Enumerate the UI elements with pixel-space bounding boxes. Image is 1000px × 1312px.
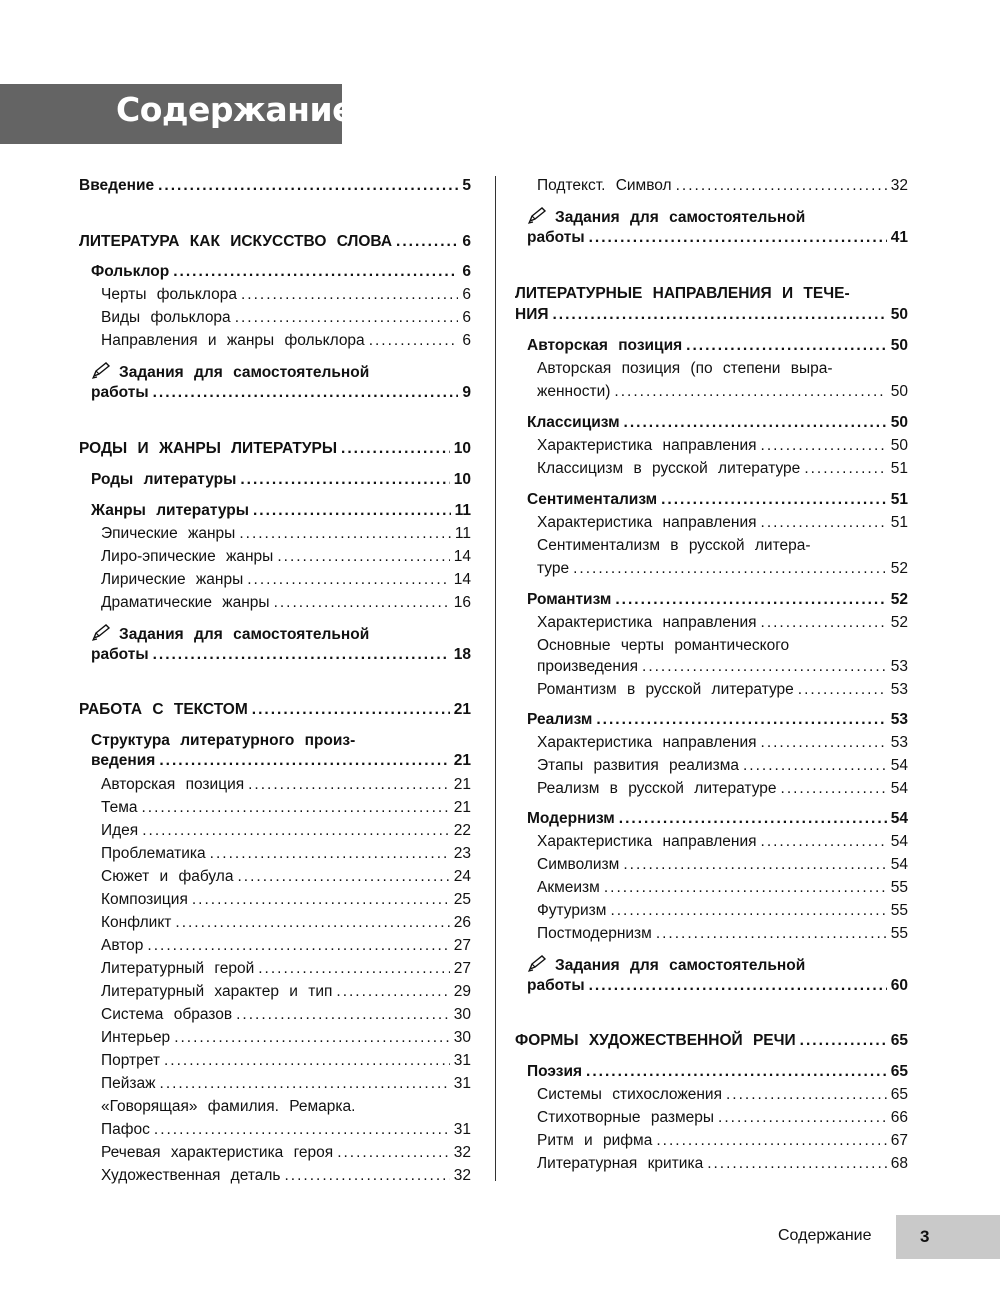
toc-subentry[interactable]: Пейзаж ..... 31 xyxy=(101,1074,471,1094)
pencil-icon xyxy=(527,206,549,224)
toc-subentry[interactable]: Лирические жанры ..... 14 xyxy=(101,570,471,590)
toc-subentry[interactable]: Конфликт ..... 26 xyxy=(101,913,471,933)
toc-subentry[interactable]: Тема ..... 21 xyxy=(101,798,471,818)
toc-tasks-heading[interactable]: Задания для самостоятельной xyxy=(91,623,369,645)
toc-entry-author-pos[interactable]: Авторская позиция ..... 50 xyxy=(527,336,908,356)
toc-subentry-line1[interactable]: Авторская позиция (по степени выра- xyxy=(537,360,833,377)
toc-entry-realism[interactable]: Реализм ..... 53 xyxy=(527,710,908,730)
toc-subentry[interactable]: Драматические жанры ..... 16 xyxy=(101,593,471,613)
toc-subentry[interactable]: Литературный характер и тип ..... 29 xyxy=(101,982,471,1002)
toc-subentry[interactable]: Стихотворные размеры ..... 66 xyxy=(537,1108,908,1128)
toc-subentry[interactable]: произведения ..... 53 xyxy=(537,657,908,677)
footer-section-label: Содержание xyxy=(778,1227,872,1244)
toc-subentry[interactable]: Футуризм ..... 55 xyxy=(537,901,908,921)
toc-subentry[interactable]: Характеристика направления ..... 54 xyxy=(537,832,908,852)
toc-section-speech-forms[interactable]: ФОРМЫ ХУДОЖЕСТВЕННОЙ РЕЧИ ..... 65 xyxy=(515,1031,908,1051)
toc-subentry[interactable]: Идея ..... 22 xyxy=(101,821,471,841)
toc-section-directions[interactable]: НИЯ ..... 50 xyxy=(515,305,908,325)
toc-subentry[interactable]: Художественная деталь ..... 32 xyxy=(101,1166,471,1186)
page-number-box xyxy=(896,1215,1000,1259)
toc-entry-structure[interactable]: ведения ..... 21 xyxy=(91,751,471,771)
toc-entry-modernism[interactable]: Модернизм ..... 54 xyxy=(527,809,908,829)
toc-entry-intro[interactable]: Введение ..... 5 xyxy=(79,176,471,196)
page-number: 3 xyxy=(920,1227,930,1246)
toc-entry-tasks[interactable]: работы ..... 18 xyxy=(91,645,471,665)
toc-subentry[interactable]: Эпические жанры ..... 11 xyxy=(101,524,471,544)
toc-subentry[interactable]: Характеристика направления ..... 52 xyxy=(537,613,908,633)
toc-subentry[interactable]: Речевая характеристика героя ..... 32 xyxy=(101,1143,471,1163)
toc-subentry[interactable]: женности) ..... 50 xyxy=(537,382,908,402)
toc-subentry[interactable]: Характеристика направления ..... 50 xyxy=(537,436,908,456)
toc-entry-kinds[interactable]: Роды литературы ..... 10 xyxy=(91,470,471,490)
toc-entry-tasks[interactable]: работы ..... 9 xyxy=(91,383,471,403)
toc-subentry[interactable]: Акмеизм ..... 55 xyxy=(537,878,908,898)
toc-subentry[interactable]: Пафос ..... 31 xyxy=(101,1120,471,1140)
toc-subentry[interactable]: Реализм в русской литературе ..... 54 xyxy=(537,779,908,799)
toc-subentry-line1[interactable]: Сентиментализм в русской литера- xyxy=(537,537,811,554)
toc-subentry[interactable]: Этапы развития реализма ..... 54 xyxy=(537,756,908,776)
toc-entry-tasks[interactable]: работы ..... 60 xyxy=(527,976,908,996)
toc-subentry[interactable]: Портрет ..... 31 xyxy=(101,1051,471,1071)
toc-subentry[interactable]: Направления и жанры фольклора ..... 6 xyxy=(101,331,471,351)
toc-subentry[interactable]: Виды фольклора ..... 6 xyxy=(101,308,471,328)
toc-subentry[interactable]: Романтизм в русской литературе ..... 53 xyxy=(537,680,908,700)
toc-entry-sentimentalism[interactable]: Сентиментализм ..... 51 xyxy=(527,490,908,510)
toc-subentry[interactable]: Авторская позиция ..... 21 xyxy=(101,775,471,795)
toc-tasks-heading[interactable]: Задания для самостоятельной xyxy=(527,206,805,228)
toc-tasks-heading[interactable]: Задания для самостоятельной xyxy=(91,361,369,383)
toc-subentry[interactable]: Литературный герой ..... 27 xyxy=(101,959,471,979)
toc-subentry[interactable]: Постмодернизм ..... 55 xyxy=(537,924,908,944)
pencil-icon xyxy=(91,361,113,379)
toc-entry-tasks[interactable]: работы ..... 41 xyxy=(527,228,908,248)
toc-subentry[interactable]: Лиро-эпические жанры ..... 14 xyxy=(101,547,471,567)
toc-subentry[interactable]: Проблематика ..... 23 xyxy=(101,844,471,864)
page-title: Содержание xyxy=(116,90,354,129)
toc-section-genres[interactable]: РОДЫ И ЖАНРЫ ЛИТЕРАТУРЫ ..... 10 xyxy=(79,439,471,459)
toc-subentry[interactable]: туре ..... 52 xyxy=(537,559,908,579)
toc-subentry-line1[interactable]: Основные черты романтического xyxy=(537,637,790,654)
toc-subentry[interactable]: Литературная критика ..... 68 xyxy=(537,1154,908,1174)
toc-subentry[interactable]: Сюжет и фабула ..... 24 xyxy=(101,867,471,887)
toc-section-text-work[interactable]: РАБОТА С ТЕКСТОМ ..... 21 xyxy=(79,700,471,720)
toc-subentry[interactable]: Системы стихосложения ..... 65 xyxy=(537,1085,908,1105)
toc-section-directions-line1[interactable]: ЛИТЕРАТУРНЫЕ НАПРАВЛЕНИЯ И ТЕЧЕ- xyxy=(515,285,850,302)
pencil-icon xyxy=(91,623,113,641)
toc-subentry[interactable]: Характеристика направления ..... 51 xyxy=(537,513,908,533)
toc-subentry-line1[interactable]: «Говорящая» фамилия. Ремарка. xyxy=(101,1098,356,1115)
toc-subentry[interactable]: Символизм ..... 54 xyxy=(537,855,908,875)
toc-subentry[interactable]: Характеристика направления ..... 53 xyxy=(537,733,908,753)
toc-subentry[interactable]: Автор ..... 27 xyxy=(101,936,471,956)
column-divider xyxy=(495,176,496,1181)
toc-subentry[interactable]: Черты фольклора ..... 6 xyxy=(101,285,471,305)
toc-tasks-heading[interactable]: Задания для самостоятельной xyxy=(527,954,805,976)
toc-section-lit-art[interactable]: ЛИТЕРАТУРА КАК ИСКУССТВО СЛОВА ..... 6 xyxy=(79,232,471,252)
pencil-icon xyxy=(527,954,549,972)
toc-subentry[interactable]: Система образов ..... 30 xyxy=(101,1005,471,1025)
toc-subentry[interactable]: Классицизм в русской литературе ..... 51 xyxy=(537,459,908,479)
toc-subentry[interactable]: Ритм и рифма ..... 67 xyxy=(537,1131,908,1151)
toc-entry-genres-lit[interactable]: Жанры литературы ..... 11 xyxy=(91,501,471,521)
toc-subentry[interactable]: Интерьер ..... 30 xyxy=(101,1028,471,1048)
toc-entry-poetry[interactable]: Поэзия ..... 65 xyxy=(527,1062,908,1082)
toc-subentry[interactable]: Композиция ..... 25 xyxy=(101,890,471,910)
toc-entry-romanticism[interactable]: Романтизм ..... 52 xyxy=(527,590,908,610)
toc-subentry[interactable]: Подтекст. Символ ..... 32 xyxy=(537,176,908,196)
toc-entry-structure-line1[interactable]: Структура литературного произ- xyxy=(91,732,356,749)
toc-entry-folklore[interactable]: Фольклор ..... 6 xyxy=(91,262,471,282)
toc-entry-classicism[interactable]: Классицизм ..... 50 xyxy=(527,413,908,433)
